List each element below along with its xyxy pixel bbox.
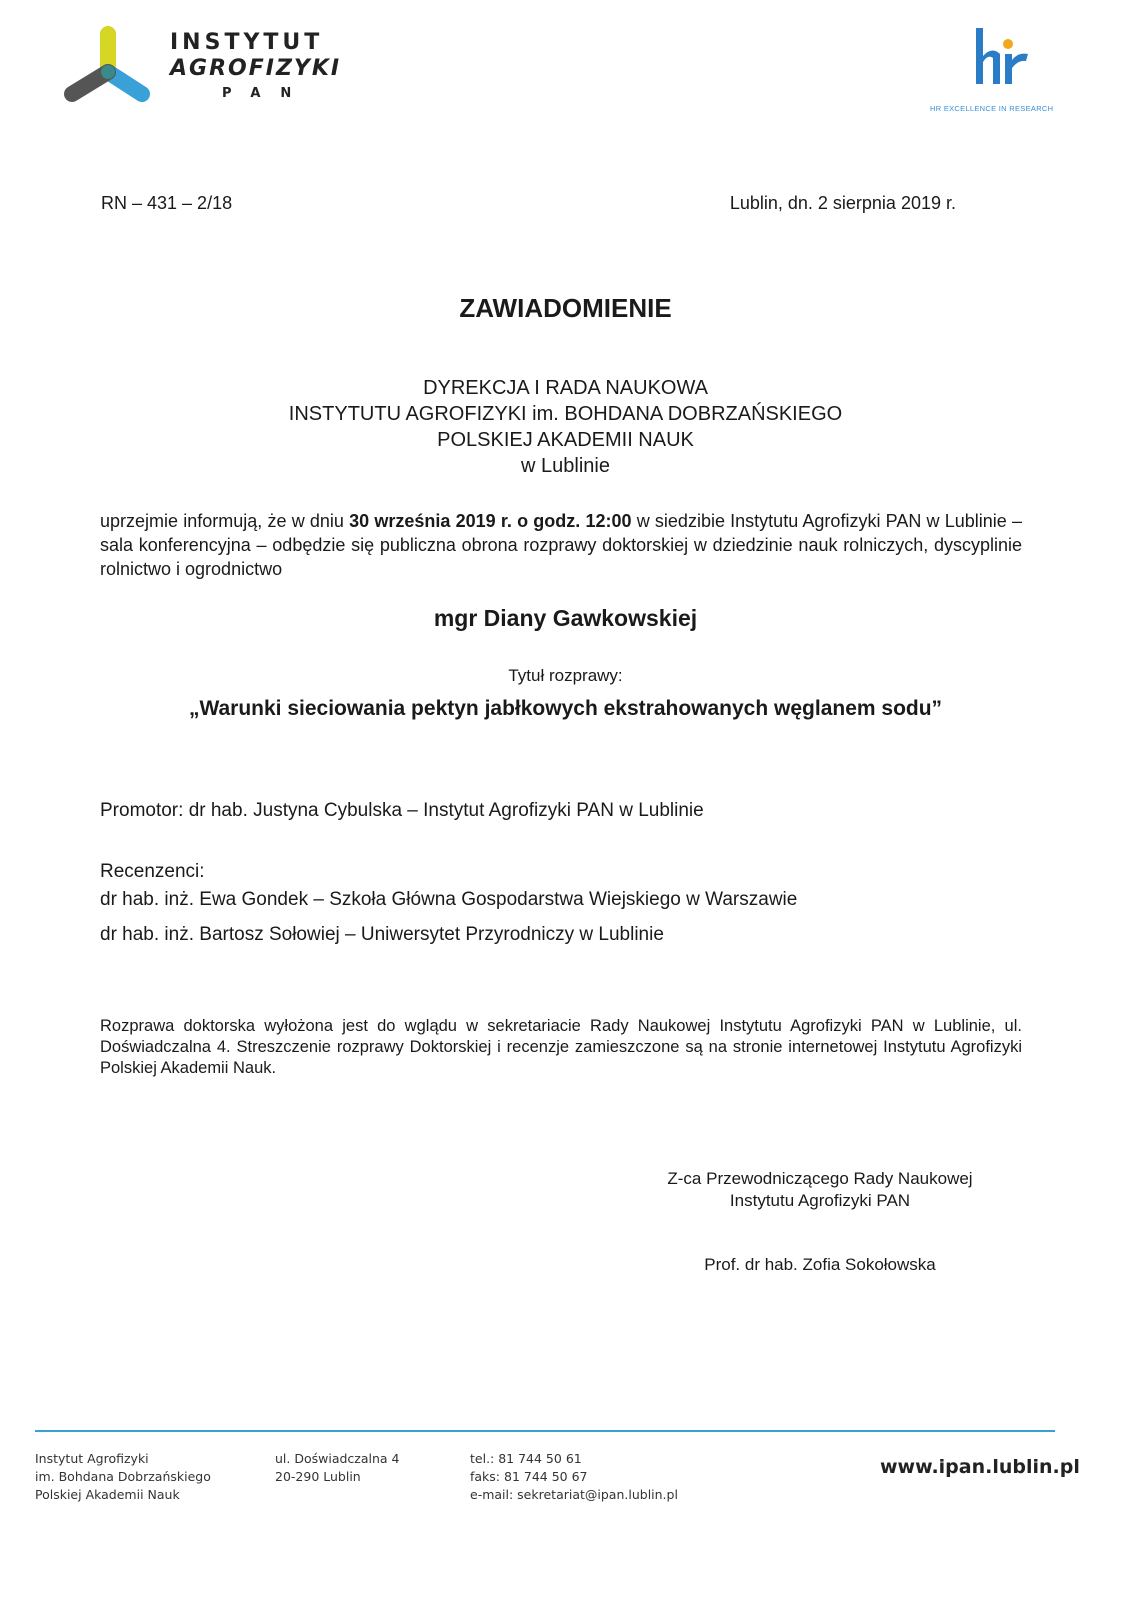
footer-line: im. Bohdana Dobrzańskiego bbox=[35, 1469, 211, 1484]
footer-fax: faks: 81 744 50 67 bbox=[470, 1469, 588, 1484]
reviewers-heading: Recenzenci: bbox=[100, 861, 205, 882]
footer-address bbox=[275, 1450, 400, 1486]
footer-line: Instytut Agrofizyki bbox=[35, 1451, 149, 1466]
availability-paragraph: Rozprawa doktorska wyłożona jest do wglądu w sekretariacie Rady Naukowej Instytutu Agrofizyki PAN w Lublinie, ul. Doświadczalna 4. Streszczenie rozprawy Doktorskiej i recenzje zamieszczone są na stronie internetowej Instytutu Agrofizyki Polskiej Akademii Nauk. bbox=[100, 1017, 1022, 1077]
document-title: ZAWIADOMIENIE bbox=[459, 293, 672, 323]
thesis-title: „Warunki sieciowania pektyn jabłkowych ekstrahowanych węglanem sodu” bbox=[188, 697, 943, 720]
logo-text-instytut: INSTYTUT bbox=[170, 30, 324, 55]
directorate-line-4: w Lublinie bbox=[521, 455, 610, 477]
footer-line: Polskiej Akademii Nauk bbox=[35, 1487, 180, 1502]
reviewer-1: dr hab. inż. Ewa Gondek – Szkoła Główna Gospodarstwa Wiejskiego w Warszawie bbox=[100, 889, 798, 910]
footer-line: 20-290 Lublin bbox=[275, 1469, 361, 1484]
document-date: Lublin, dn. 2 sierpnia 2019 r. bbox=[729, 193, 956, 213]
intro-paragraph bbox=[100, 509, 1022, 581]
logo-text-agrofizyki: AGROFIZYKI bbox=[170, 56, 342, 81]
footer-line: ul. Doświadczalna 4 bbox=[275, 1451, 400, 1466]
footer-email: e-mail: sekretariat@ipan.lublin.pl bbox=[470, 1487, 678, 1502]
thesis-label: Tytuł rozprawy: bbox=[508, 666, 623, 685]
logo-text-pan: PAN bbox=[222, 86, 312, 101]
footer-institute-name bbox=[35, 1450, 211, 1504]
promotor-line: Promotor: dr hab. Justyna Cybulska – Instytut Agrofizyki PAN w Lublinie bbox=[100, 800, 704, 821]
directorate-line-1: DYREKCJA I RADA NAUKOWA bbox=[423, 377, 708, 399]
reference-number: RN – 431 – 2/18 bbox=[101, 193, 233, 213]
candidate-name: mgr Diany Gawkowskiej bbox=[433, 605, 698, 631]
institute-logo-icon bbox=[58, 22, 158, 112]
intro-text-part-1: uprzejmie informują, że w dniu bbox=[100, 511, 350, 531]
signature-title-line-2: Instytutu Agrofizyki PAN bbox=[729, 1191, 911, 1210]
footer-contact bbox=[470, 1450, 678, 1504]
reviewer-2: dr hab. inż. Bartosz Sołowiej – Uniwersytet Przyrodniczy w Lublinie bbox=[100, 924, 664, 945]
footer-phone: tel.: 81 744 50 61 bbox=[470, 1451, 582, 1466]
hr-excellence-logo-icon bbox=[970, 22, 1040, 92]
signatory-name: Prof. dr hab. Zofia Sokołowska bbox=[704, 1255, 936, 1274]
directorate-line-3: POLSKIEJ AKADEMII NAUK bbox=[437, 429, 694, 451]
directorate-line-2: INSTYTUTU AGROFIZYKI im. BOHDANA DOBRZAŃSKIEGO bbox=[288, 403, 843, 425]
hr-caption: HR EXCELLENCE IN RESEARCH bbox=[930, 104, 1054, 113]
footer-website-link[interactable]: www.ipan.lublin.pl bbox=[880, 1456, 1080, 1478]
signature-title-line-1: Z-ca Przewodniczącego Rady Naukowej bbox=[667, 1169, 973, 1188]
footer-divider bbox=[35, 1430, 1055, 1432]
intro-text-part-2: w siedzibie Instytutu Agrofizyki PAN w Lublinie – sala konferencyjna – odbędzie się publiczna obrona rozprawy doktorskiej w dziedzinie nauk rolniczych, dyscyplinie rolnictwo i ogrodnictwo bbox=[100, 511, 1022, 579]
defense-date-time: 30 września 2019 r. o godz. 12:00 bbox=[349, 511, 632, 531]
